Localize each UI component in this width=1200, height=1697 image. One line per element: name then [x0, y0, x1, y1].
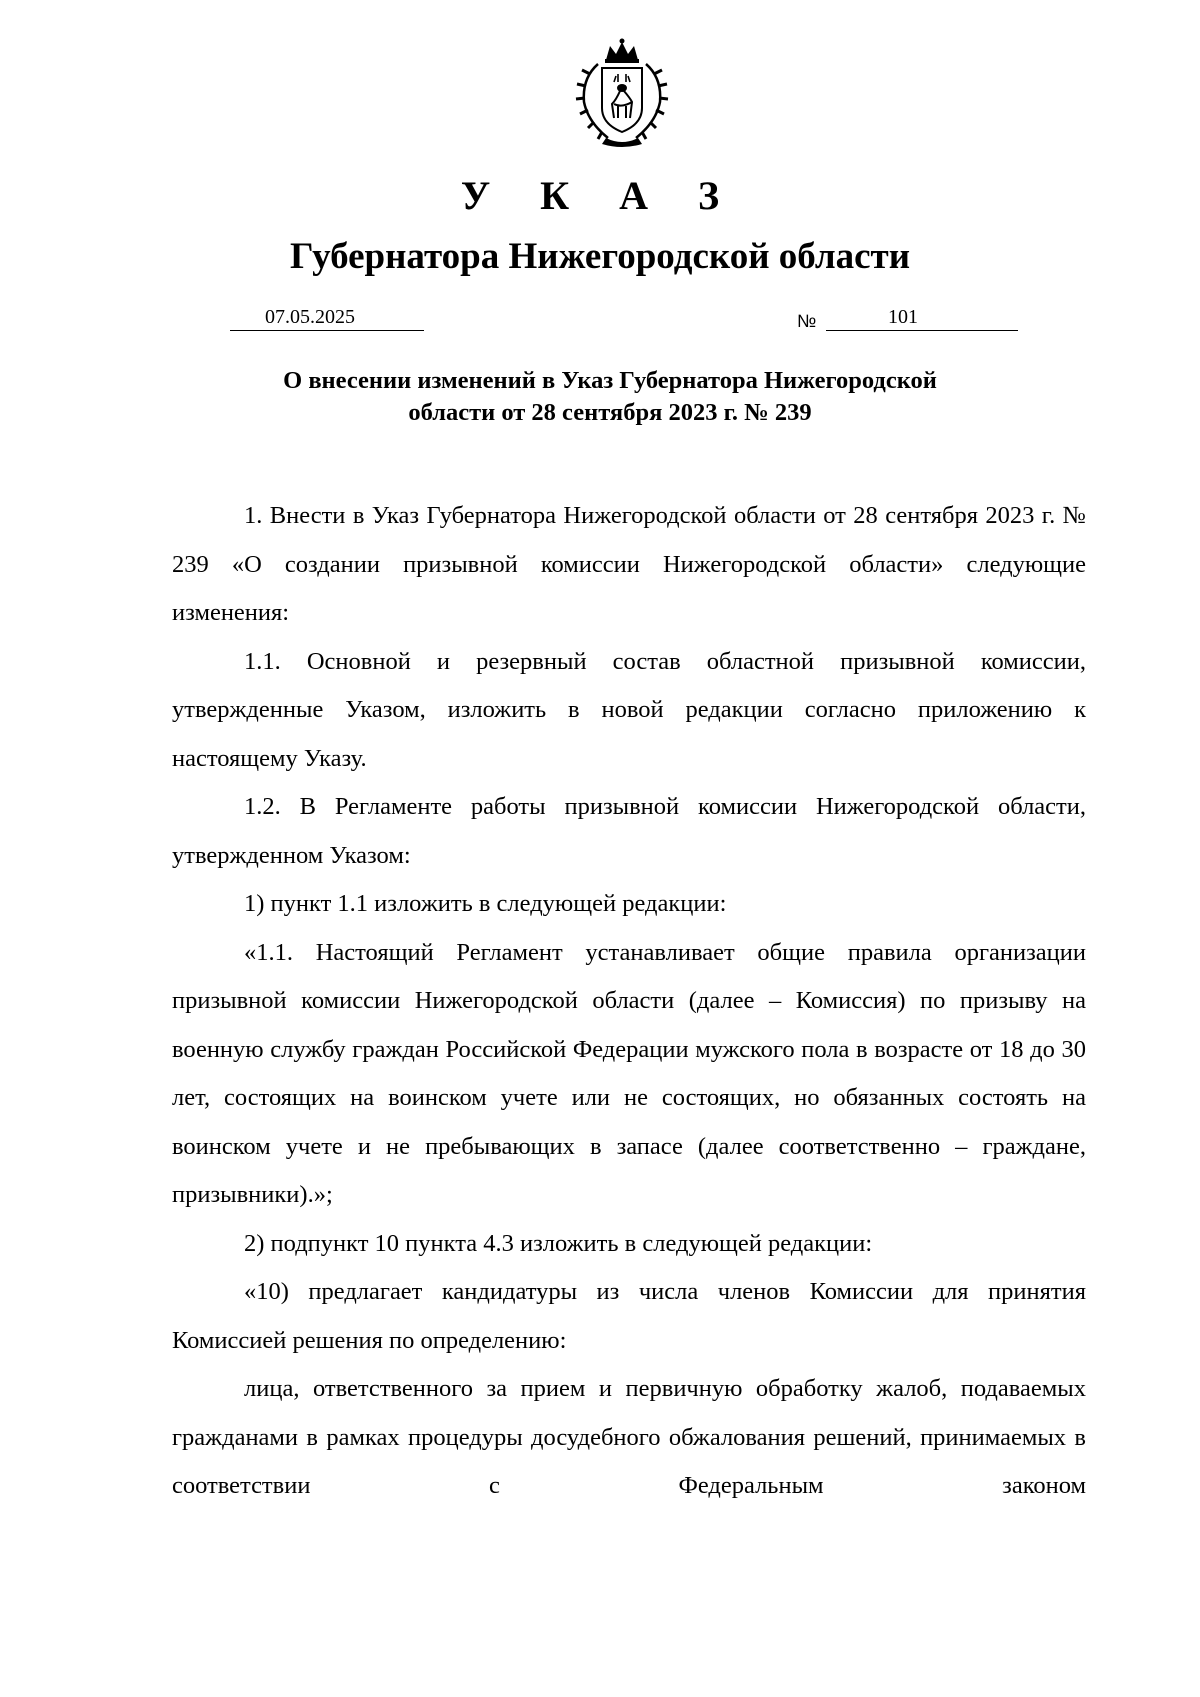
document-number: 101	[888, 306, 918, 328]
number-field	[826, 300, 1018, 331]
document-date: 07.05.2025	[265, 306, 355, 328]
number-sign: №	[797, 311, 817, 331]
paragraph-item-1: 1) пункт 1.1 изложить в следующей редакции:	[244, 890, 727, 917]
paragraph-1-2: 1.2. В Регламенте работы призывной комиссии Нижегородской области, утвержденном Указом:	[172, 793, 1086, 869]
paragraph-1: 1. Внести в Указ Губернатора Нижегородской области от 28 сентября 2023 г. № 239 «О создании призывной комиссии Нижегородской области» следующие изменения:	[172, 502, 1086, 626]
coat-of-arms-icon	[568, 38, 676, 148]
document-body	[172, 492, 1086, 1511]
subject-line-2: области от 28 сентября 2023 г. № 239	[408, 399, 812, 426]
paragraph-person: лица, ответственного за прием и первичную обработку жалоб, подаваемых гражданами в рамках процедуры досудебного обжалования решений, принимаемых в соответствии с Федеральным законом	[172, 1375, 1086, 1499]
date-field	[230, 300, 424, 331]
paragraph-item-2: 2) подпункт 10 пункта 4.3 изложить в следующей редакции:	[244, 1229, 873, 1257]
issuer-subtitle: Губернатора Нижегородской области	[289, 236, 911, 277]
document-type-title: У К А З	[460, 173, 740, 218]
paragraph-quote-10: «10) предлагает кандидатуры из числа членов Комиссии для принятия Комиссией решения по определению:	[172, 1278, 1086, 1354]
paragraph-quote-1-1: «1.1. Настоящий Регламент устанавливает общие правила организации призывной комиссии Нижегородской области (далее – Комиссия) по призыву на военную службу граждан Российской Федерации мужского пола в возрасте от 18 до 30 лет, состоящих на воинском учете или не состоящих, но обязанных состоять на воинском учете и не пребывающих в запасе (далее соответственно – граждане, призывники).»;	[172, 938, 1086, 1208]
subject-line-1: О внесении изменений в Указ Губернатора Нижегородской	[283, 367, 937, 394]
document-subject	[210, 365, 1010, 429]
paragraph-1-1: 1.1. Основной и резервный состав областной призывной комиссии, утвержденные Указом, изложить в новой редакции согласно приложению к настоящему Указу.	[172, 647, 1086, 772]
